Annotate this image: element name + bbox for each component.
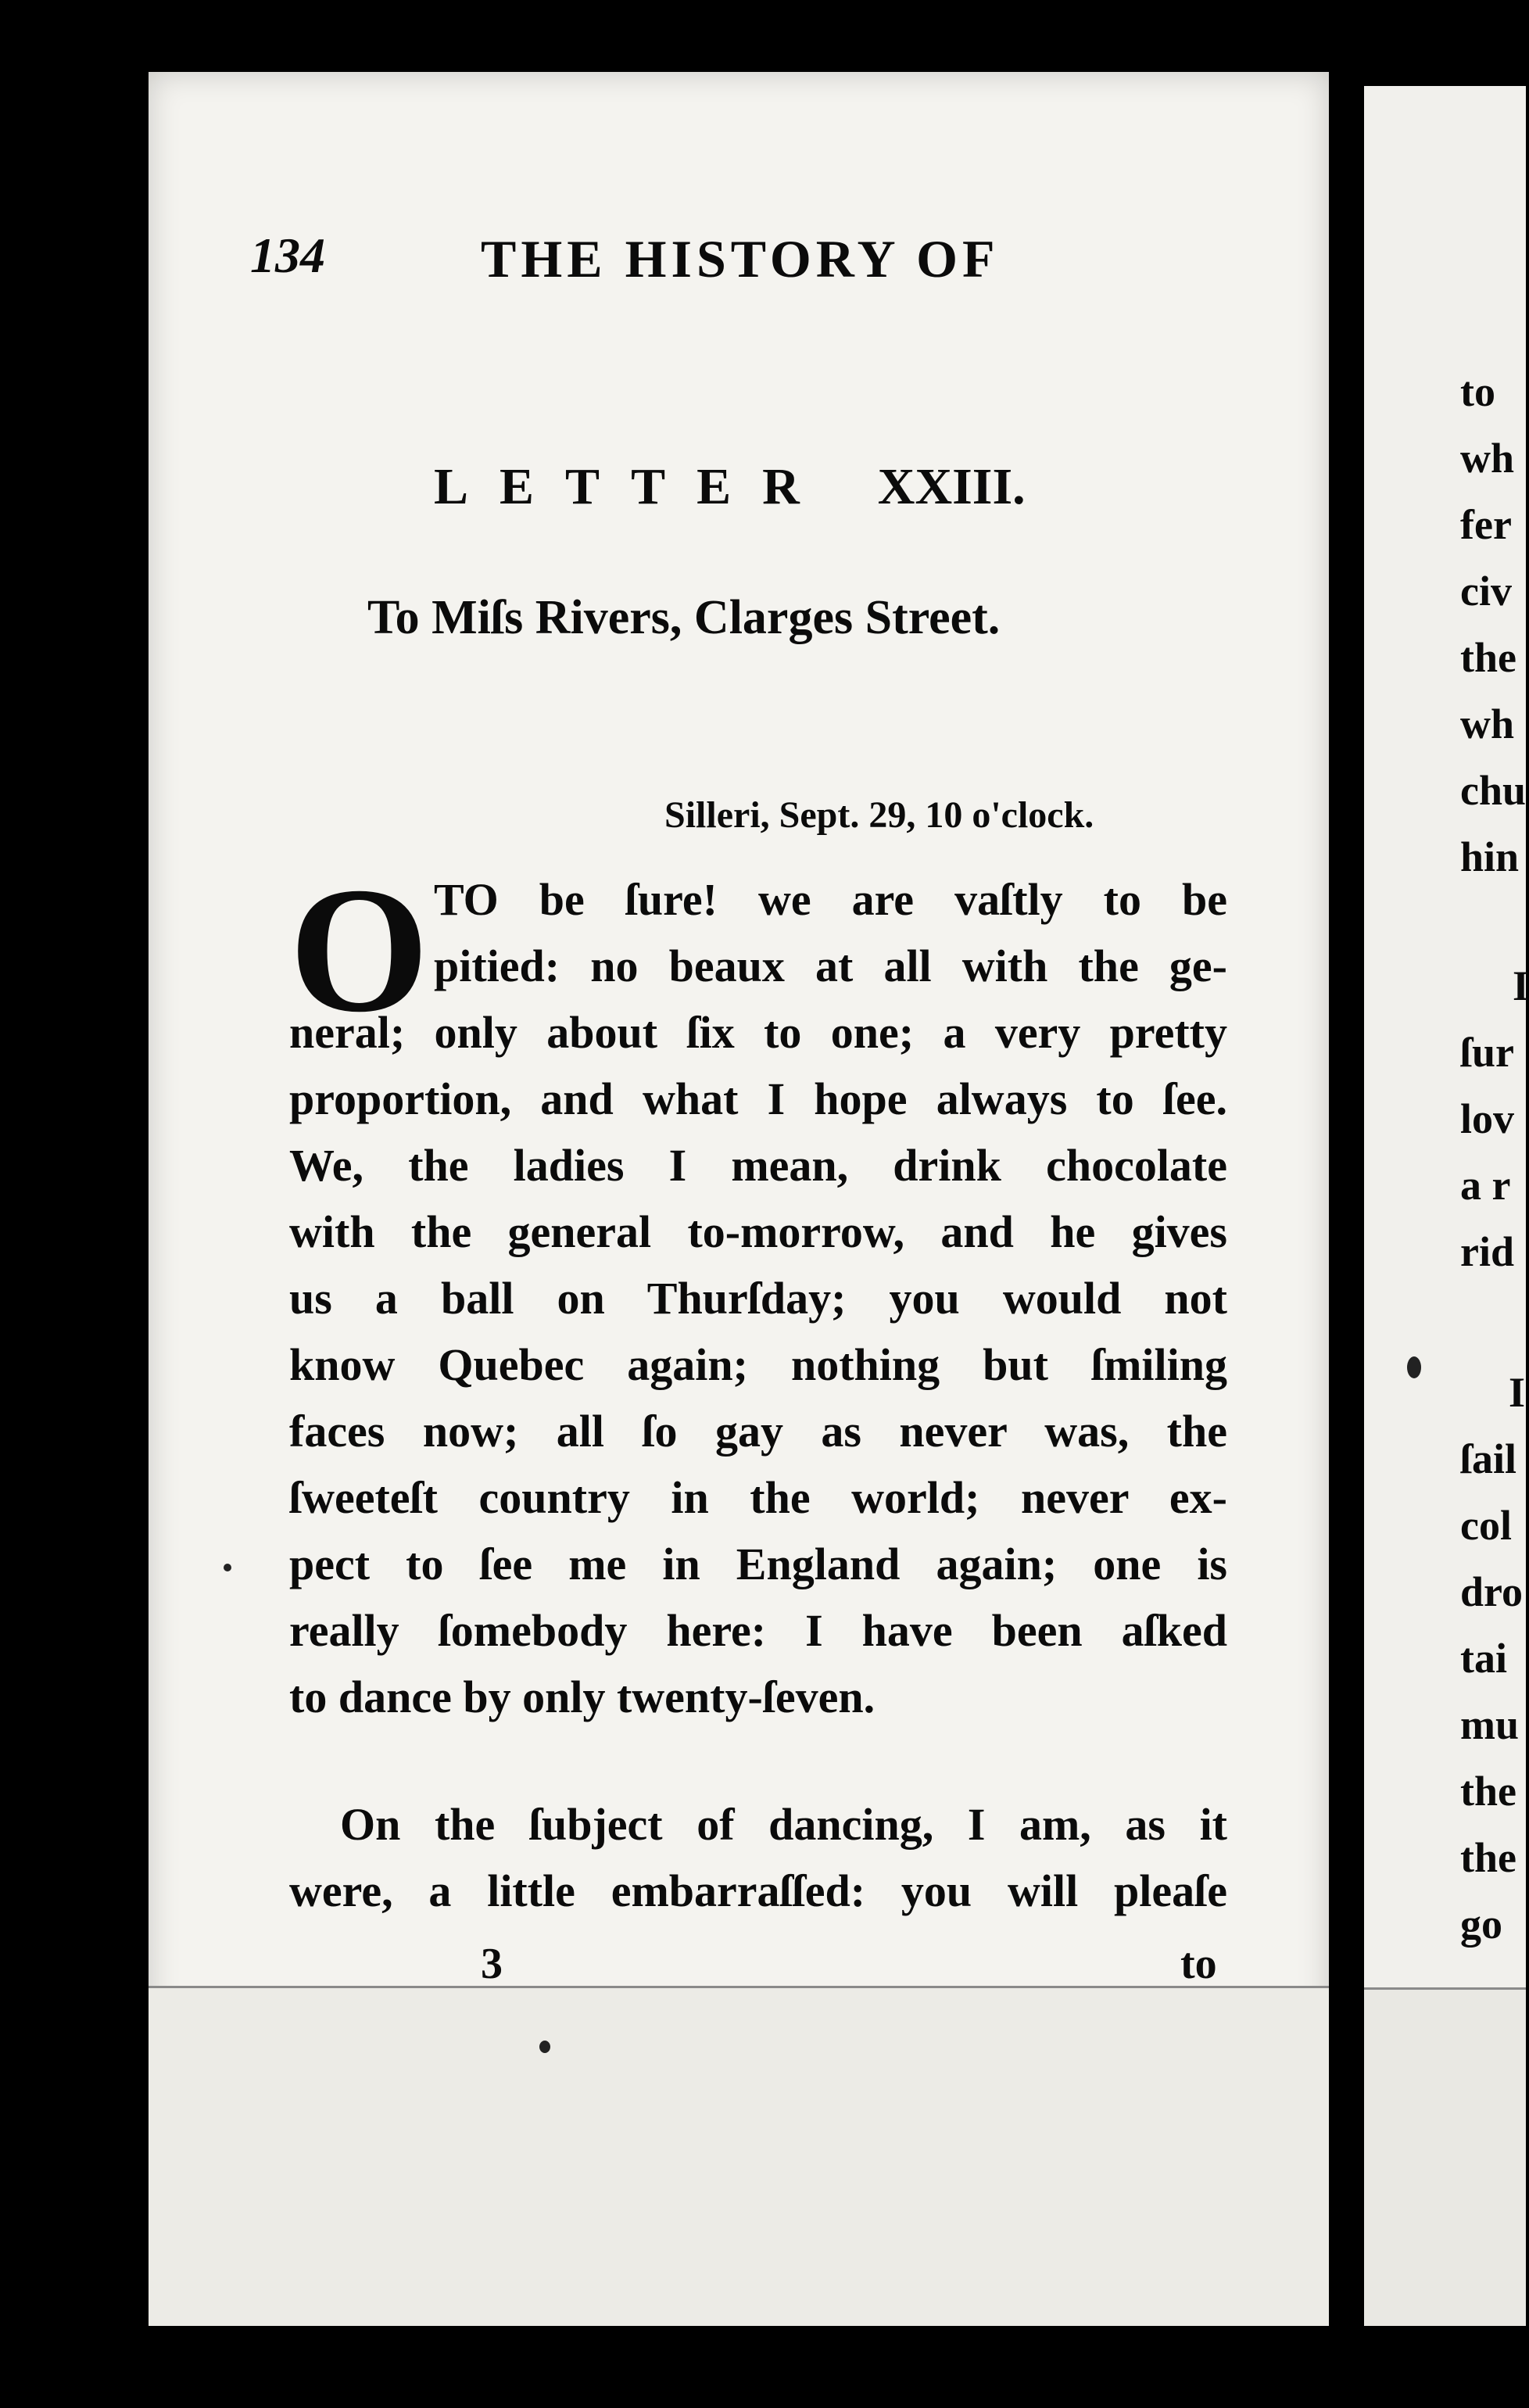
facing-fragment: the [1460, 1834, 1516, 1881]
body-line: to dance by only twenty-ſeven. [289, 1672, 876, 1722]
body-line: faces now; all ſo gay as never was, the [289, 1406, 1227, 1457]
body-line: were, a little embarraſſed: you will pleaſe [289, 1865, 1227, 1916]
facing-fragment: a r [1460, 1162, 1511, 1209]
facing-fragment: I [1513, 962, 1529, 1009]
body-line: pect to ſee me in England again; one is [289, 1539, 1227, 1589]
ink-speck [1407, 1356, 1421, 1378]
facing-fragment: wh [1460, 435, 1515, 482]
letter-dateline: Silleri, Sept. 29, 10 o'clock. [664, 794, 1094, 836]
facing-fragment: rid [1460, 1228, 1515, 1275]
facing-fragment: col [1460, 1502, 1512, 1549]
facing-fragment: mu [1460, 1701, 1520, 1748]
facing-fragment: I [1509, 1369, 1526, 1416]
body-line: pitied: no beaux at all with the ge- [434, 941, 1227, 991]
facing-fragment: tai [1460, 1635, 1507, 1682]
facing-fragment: ſail [1460, 1435, 1517, 1482]
facing-fragment: fer [1460, 501, 1512, 548]
facing-fragment: the [1460, 634, 1516, 681]
body-line: know Quebec again; nothing but ſmiling [289, 1339, 1227, 1390]
facing-fragment: chu [1460, 767, 1527, 814]
body-line: On the ſubject of dancing, I am, as it [340, 1799, 1227, 1850]
catchword: to [1180, 1940, 1217, 1988]
scanner-bed-margin [149, 1986, 1329, 2326]
ink-speck [224, 1564, 231, 1571]
body-line: proportion, and what I hope always to ſee. [289, 1073, 1227, 1124]
letter-address: To Miſs Rivers, Clarges Street. [367, 591, 1001, 644]
facing-scanner-bed-margin [1364, 1987, 1526, 2326]
body-line: TO be ſure! we are vaſtly to be [434, 874, 1227, 925]
body-line: We, the ladies I mean, drink chocolate [289, 1140, 1227, 1191]
facing-fragment: hin [1460, 833, 1520, 880]
book-gutter [1329, 72, 1364, 2324]
letter-heading-number: XXIII. [877, 458, 1026, 515]
running-head: THE HISTORY OF [481, 229, 1000, 288]
body-line: neral; only about ſix to one; a very pretty [289, 1007, 1227, 1058]
letter-heading-word: LETTER [434, 458, 831, 515]
facing-fragment: lov [1460, 1095, 1515, 1142]
facing-fragment: go [1460, 1901, 1502, 1948]
body-line: us a ball on Thurſday; you would not [289, 1273, 1227, 1324]
facing-fragment: civ [1460, 568, 1512, 615]
book-page [149, 72, 1329, 2324]
letter-heading [434, 457, 1026, 517]
facing-fragment: the [1460, 1768, 1516, 1815]
body-line: ſweeteſt country in the world; never ex- [289, 1472, 1227, 1523]
body-line: really ſomebody here: I have been aſked [289, 1605, 1227, 1656]
drop-cap: O [289, 850, 429, 1049]
signature-mark: 3 [481, 1940, 503, 1988]
body-line: with the general to-morrow, and he gives [289, 1206, 1227, 1257]
facing-fragment: wh [1460, 701, 1515, 747]
ink-speck [539, 2041, 550, 2053]
facing-fragment: ſur [1460, 1029, 1515, 1076]
page-number: 134 [250, 228, 325, 283]
facing-fragment: dro [1460, 1568, 1524, 1615]
facing-fragment: to [1460, 368, 1495, 415]
